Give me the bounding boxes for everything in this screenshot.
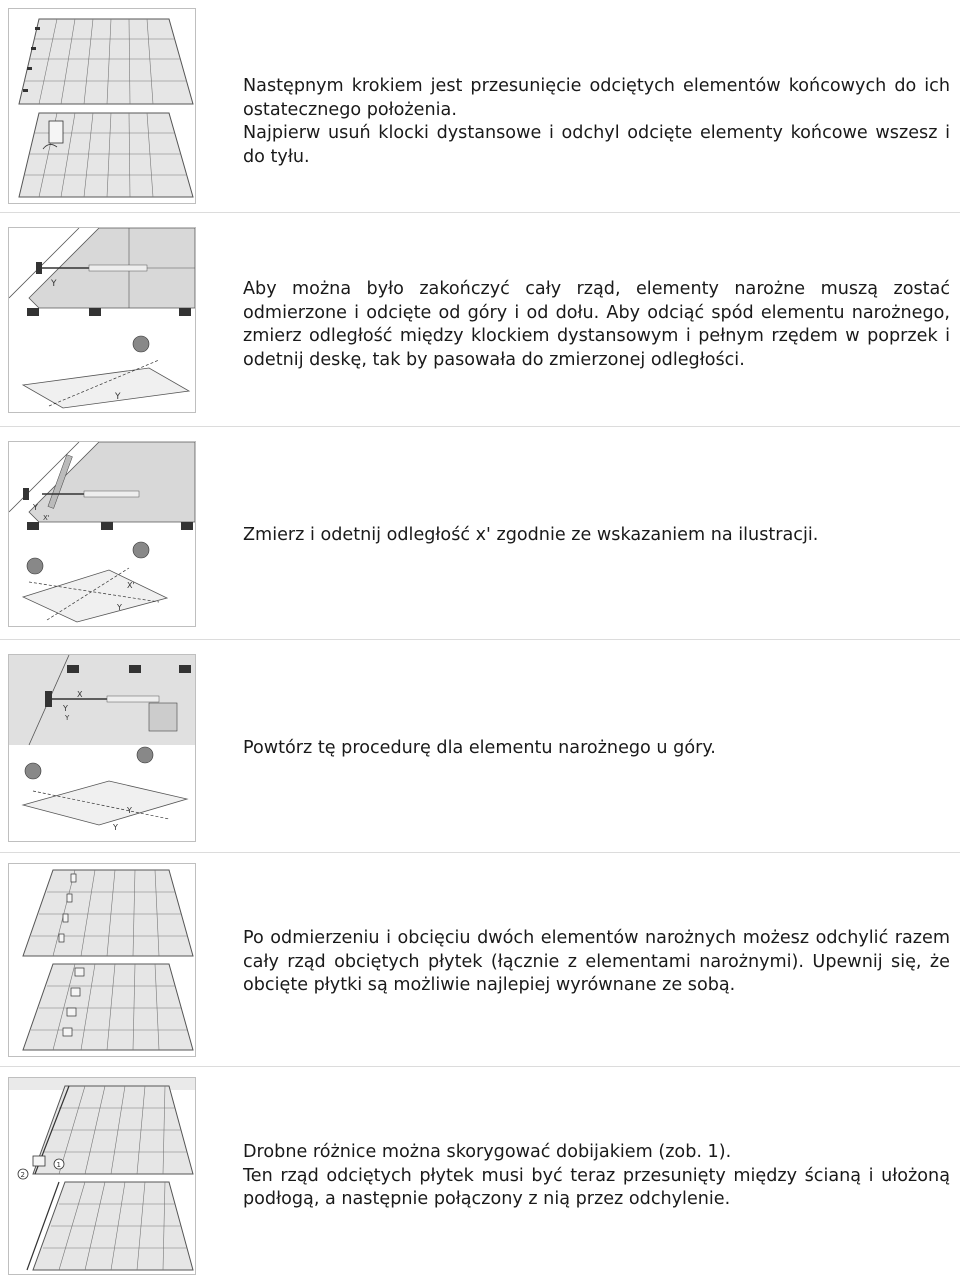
paragraph: Drobne różnice można skorygować dobijakiem (zob. 1). — [243, 1142, 732, 1162]
illustration-floor-rows — [8, 8, 196, 204]
paragraph: Po odmierzeniu i obcięciu dwóch elementów narożnych możesz odchylić razem cały rząd obciętych płytek (łącznie z elementami narożnymi). Upewnij się, że obcięte płytki są możliwie najlepiej wyrównane ze sobą. — [243, 928, 950, 995]
instruction-step-5 — [0, 853, 960, 1067]
step-6-text — [243, 1141, 950, 1212]
instruction-step-6 — [0, 1067, 960, 1281]
paragraph: Zmierz i odetnij odległość x' zgodnie ze wskazaniem na ilustracji. — [243, 525, 819, 545]
illustration-tilt-row — [8, 863, 196, 1057]
dimension-label: Y — [127, 806, 132, 815]
illustration-measure-corner — [8, 227, 196, 413]
illustration-top-corner — [8, 654, 196, 842]
dimension-label: X' — [127, 581, 135, 590]
dimension-label: Y — [33, 503, 38, 512]
instruction-step-4 — [0, 640, 960, 853]
callout-number: 2 — [20, 1171, 25, 1179]
dimension-label: Y — [115, 392, 121, 402]
step-3-text — [243, 524, 950, 548]
illustration-measure-x — [8, 441, 196, 627]
step-1-text — [243, 75, 950, 169]
step-5-text — [243, 927, 950, 998]
dimension-label: Y — [51, 279, 57, 289]
dimension-label: Y — [65, 714, 70, 722]
dimension-label: Y — [113, 823, 118, 832]
callout-number: 1 — [56, 1161, 61, 1169]
instruction-step-1 — [0, 0, 960, 213]
instruction-step-3 — [0, 427, 960, 640]
illustration-align-row — [8, 1077, 196, 1275]
dimension-label: X — [77, 690, 83, 699]
paragraph: Ten rząd odciętych płytek musi być teraz przesunięty między ścianą i ułożoną podłogą, a następnie połączony z nią przez odchylenie. — [243, 1165, 950, 1209]
dimension-label: X' — [43, 514, 50, 522]
dimension-label: Y — [63, 704, 68, 713]
paragraph: Następnym krokiem jest przesunięcie odciętych elementów końcowych do ich ostatecznego położenia. — [243, 76, 950, 120]
paragraph: Powtórz tę procedurę dla elementu narożnego u góry. — [243, 738, 716, 758]
paragraph: Najpierw usuń klocki dystansowe i odchyl odcięte elementy końcowe wszesz i do tyłu. — [243, 123, 950, 167]
step-2-text — [243, 278, 950, 372]
dimension-label: Y — [117, 603, 122, 612]
step-4-text — [243, 737, 950, 761]
instruction-step-2 — [0, 213, 960, 427]
paragraph: Aby można było zakończyć cały rząd, elementy narożne muszą zostać odmierzone i odcięte od góry i od dołu. Aby odciąć spód elementu narożnego, zmierz odległość między klockiem dystansowym i pełnym rzędem w poprzek i odetnij deskę, tak by pasowała do zmierzonej odległości. — [243, 279, 950, 370]
